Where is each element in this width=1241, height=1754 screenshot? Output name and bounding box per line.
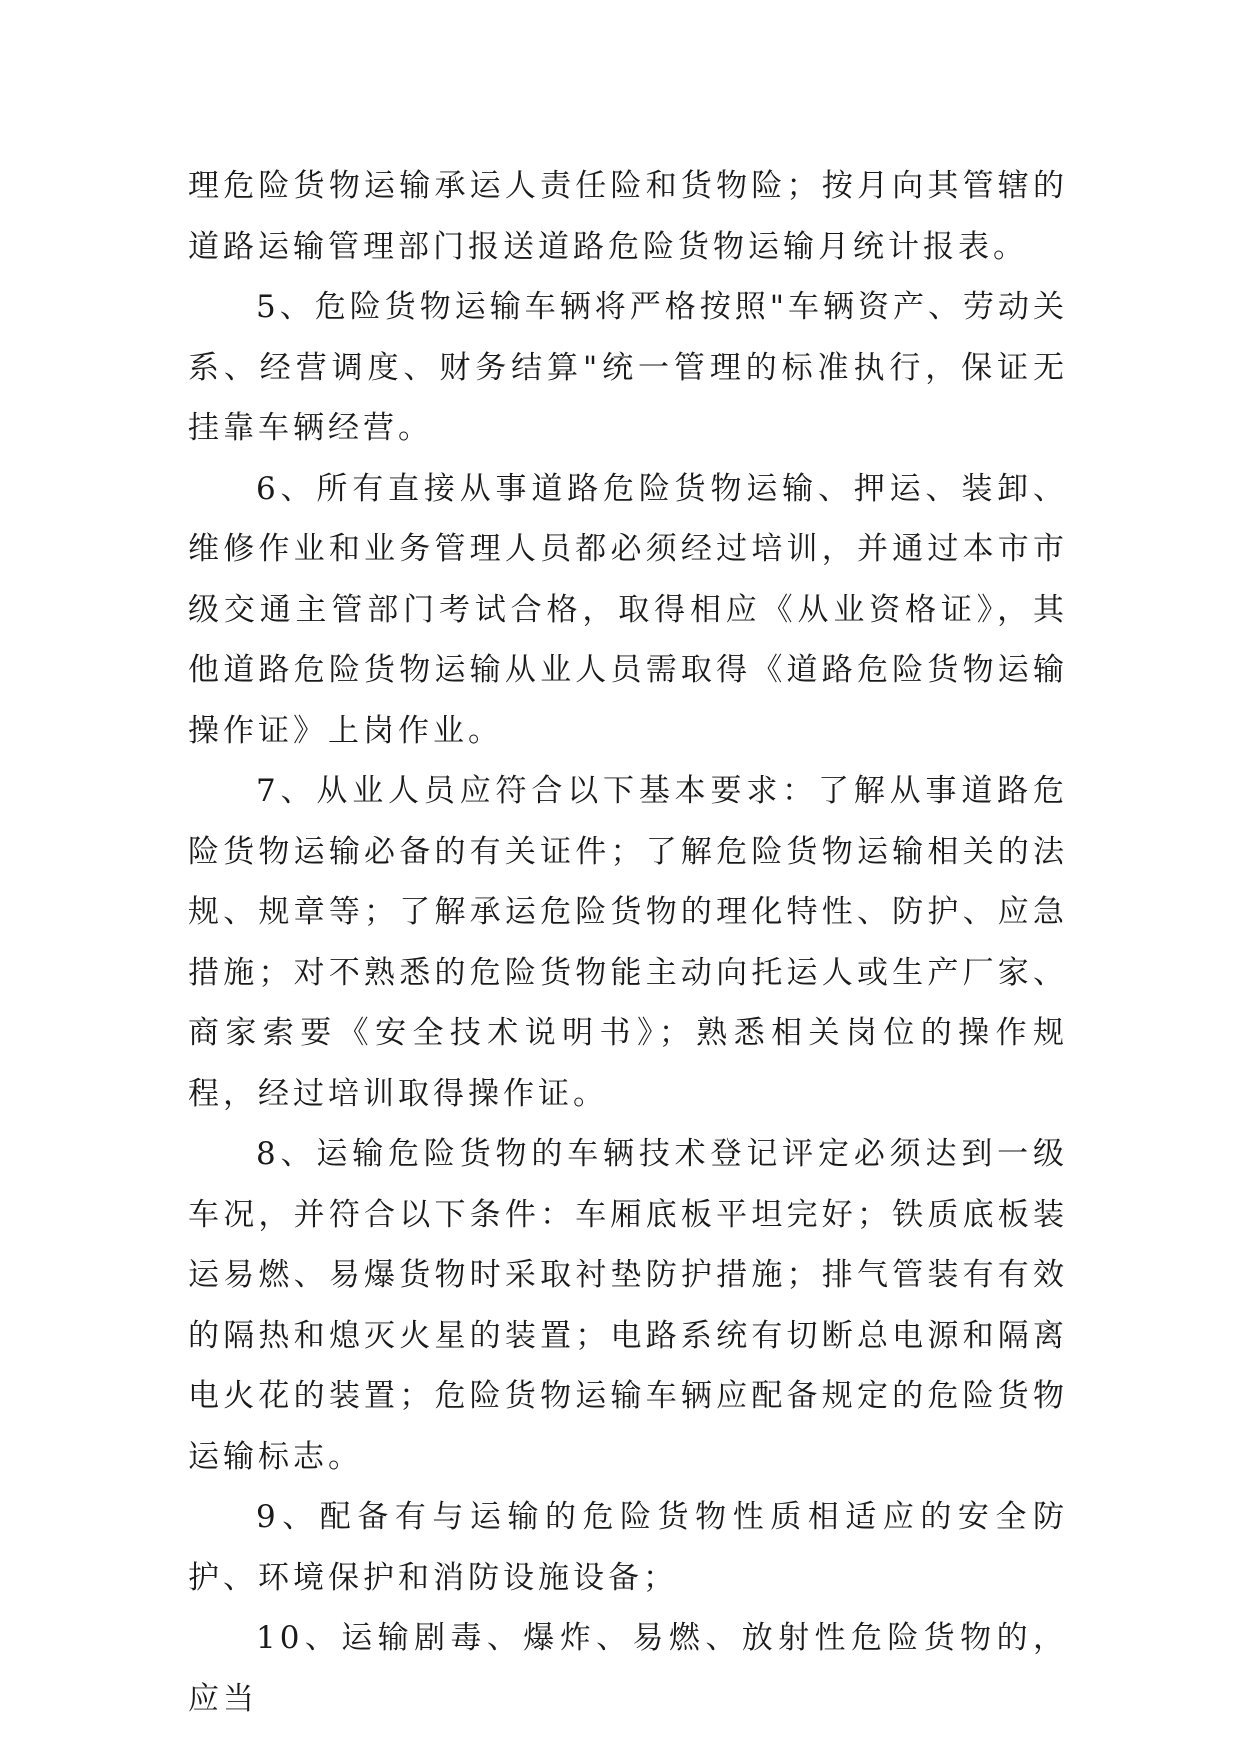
paragraph-item-7: 7、从业人员应符合以下基本要求：了解从事道路危险货物运输必备的有关证件；了解危险货物运输相关的法规、规章等；了解承运危险货物的理化特性、防护、应急措施；对不熟悉的危险货物能主动向托运人或生产厂家、商家索要《安全技术说明书》；熟悉相关岗位的操作规程，经过培训取得操作证。 — [188, 773, 1068, 1112]
paragraph-item-5: 5、危险货物运输车辆将严格按照"车辆资产、劳动关系、经营调度、财务结算"统一管理的标准执行，保证无挂靠车辆经营。 — [188, 289, 1068, 446]
paragraph-item-10: 10、运输剧毒、爆炸、易燃、放射性危险货物的，应当 — [188, 1620, 1068, 1717]
paragraph-item-9: 9、配备有与运输的危险货物性质相适应的安全防护、环境保护和消防设施设备； — [188, 1499, 1068, 1596]
paragraph-item-6: 6、所有直接从事道路危险货物运输、押运、装卸、维修作业和业务管理人员都必须经过培训，并通过本市市级交通主管部门考试合格，取得相应《从业资格证》，其他道路危险货物运输从业人员需取得《道路危险货物运输操作证》上岗作业。 — [188, 470, 1068, 749]
paragraph-continuation: 理危险货物运输承运人责任险和货物险；按月向其管辖的道路运输管理部门报送道路危险货物运输月统计报表。 — [188, 168, 1068, 265]
paragraph-item-8: 8、运输危险货物的车辆技术登记评定必须达到一级车况，并符合以下条件：车厢底板平坦完好；铁质底板装运易燃、易爆货物时采取衬垫防护措施；排气管装有有效的隔热和熄灭火星的装置；电路系统有切断总电源和隔离电火花的装置；危险货物运输车辆应配备规定的危险货物运输标志。 — [188, 1136, 1068, 1475]
document-body — [188, 156, 1068, 1729]
